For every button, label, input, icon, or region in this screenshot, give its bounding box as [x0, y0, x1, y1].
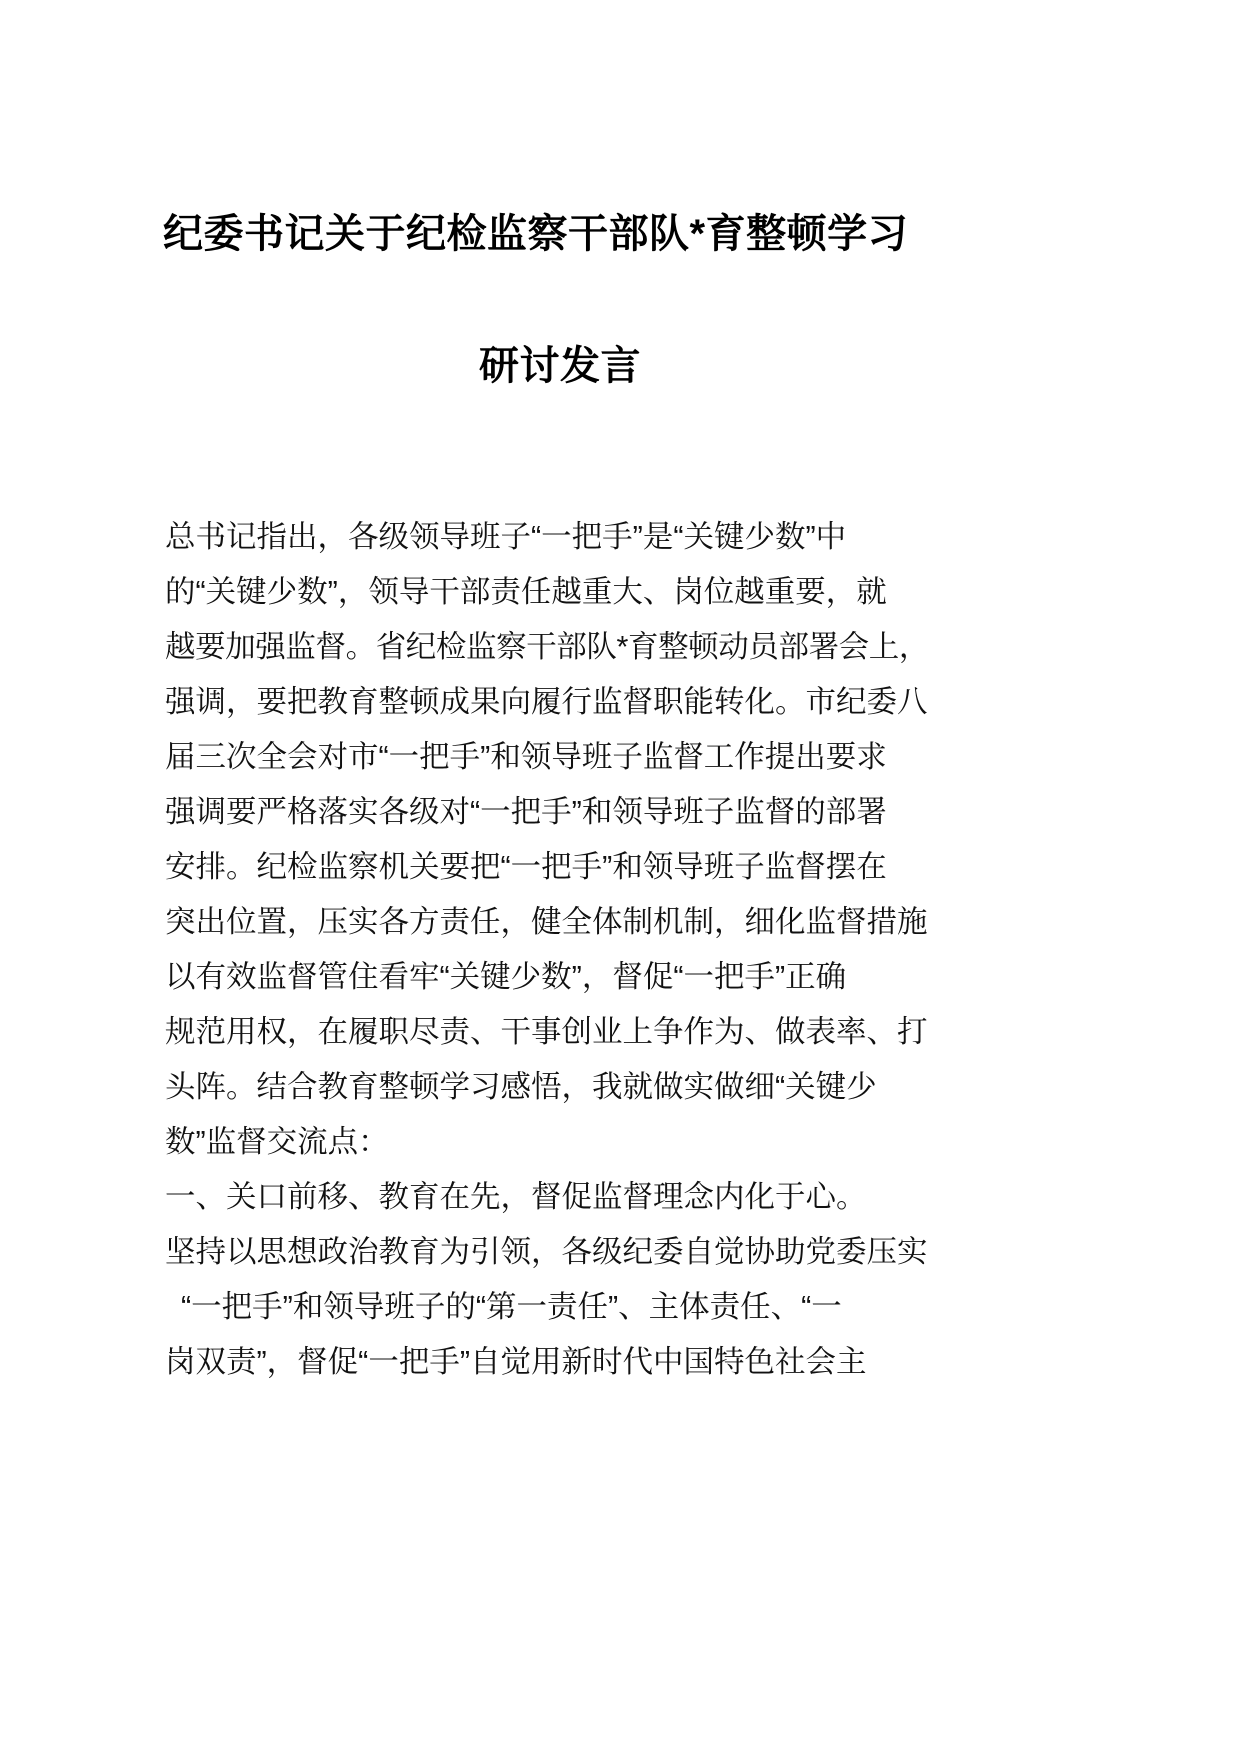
- section-heading-1: [165, 1170, 955, 1225]
- paragraph-2: [165, 1225, 955, 1390]
- page-title: [165, 0, 955, 432]
- paragraph-line: 越要加强监督。省纪检监察干部队*育整顿动员部署会上，: [165, 630, 929, 664]
- paragraph-line: 坚持以思想政治教育为引领，各级纪委自觉协助党委压实: [165, 1235, 928, 1269]
- title-line-2: 研讨发言: [479, 344, 641, 388]
- paragraph-1: [165, 510, 955, 1170]
- document-content: [165, 0, 955, 1390]
- paragraph-line: 安排。纪检监察机关要把“一把手”和领导班子监督摆在: [165, 850, 887, 884]
- title-body-spacer: [165, 432, 955, 510]
- paragraph-line: 规范用权，在履职尽责、干事创业上争作为、做表率、打: [165, 1015, 928, 1049]
- paragraph-line: 总书记指出，各级领导班子“一把手”是“关键少数”中: [165, 520, 847, 554]
- paragraph-line: 强调要严格落实各级对“一把手”和领导班子监督的部署: [165, 795, 887, 829]
- paragraph-line: 届三次全会对市“一把手”和领导班子监督工作提出要求: [165, 740, 887, 774]
- paragraph-line: 岗双责”，督促“一把手”自觉用新时代中国特色社会主: [165, 1345, 867, 1379]
- paragraph-line: 的“关键少数”，领导干部责任越重大、岗位越重要，就: [165, 575, 887, 609]
- paragraph-line: 强调，要把教育整顿成果向履行监督职能转化。市纪委八: [165, 685, 928, 719]
- paragraph-line: 以有效监督管住看牢“关键少数”，督促“一把手”正确: [165, 960, 847, 994]
- paragraph-line: “一把手”和领导班子的“第一责任”、主体责任、“一: [181, 1290, 842, 1324]
- title-line-1: 纪委书记关于纪检监察干部队*育整顿学习: [163, 212, 909, 256]
- paragraph-line: 数”监督交流点：: [165, 1125, 389, 1159]
- paragraph-line: 头阵。结合教育整顿学习感悟，我就做实做细“关键少: [165, 1070, 877, 1104]
- section-heading-line: 一、关口前移、教育在先，督促监督理念内化于心。: [165, 1180, 867, 1214]
- paragraph-line: 突出位置，压实各方责任，健全体制机制，细化监督措施: [165, 905, 928, 939]
